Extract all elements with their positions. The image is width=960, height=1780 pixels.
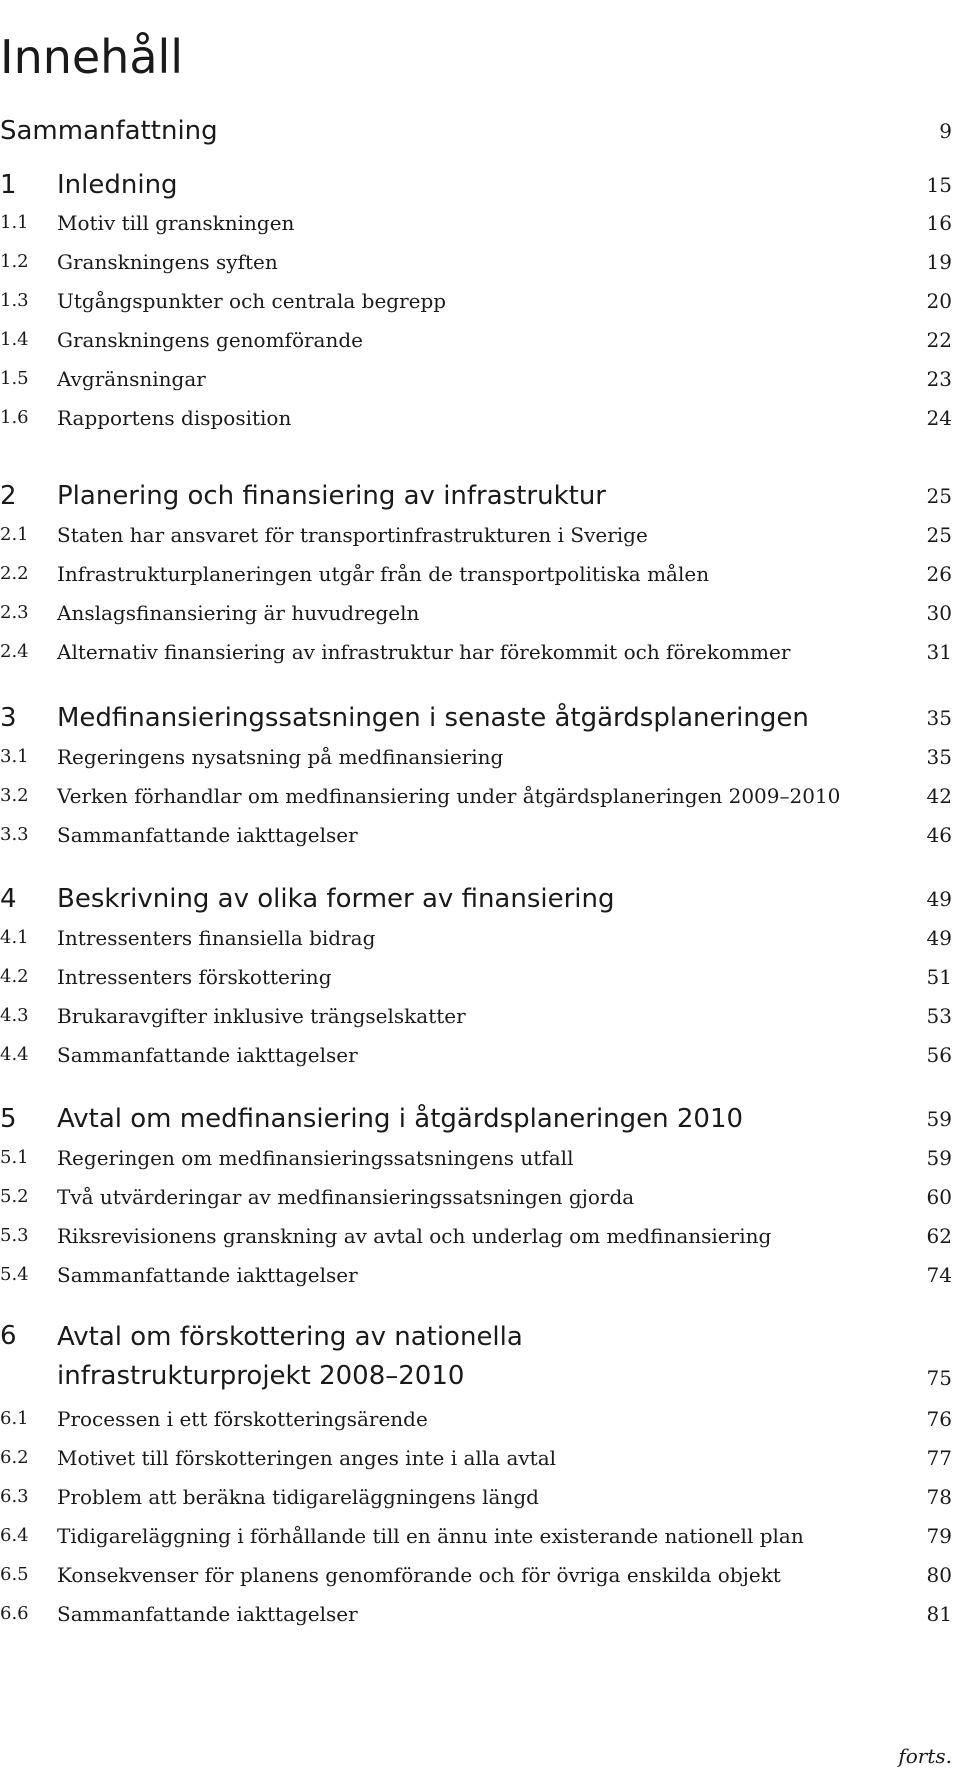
toc-entry-page: 46 xyxy=(926,823,952,847)
toc-entry-number: 5.3 xyxy=(0,1225,29,1246)
toc-entry-front[interactable] xyxy=(0,113,952,149)
toc-entry-page: 81 xyxy=(926,1602,952,1626)
toc-entry-page: 9 xyxy=(939,119,952,143)
toc-section-6-4[interactable] xyxy=(0,1521,952,1551)
toc-section-1-2[interactable] xyxy=(0,247,952,277)
toc-entry-number: 3.3 xyxy=(0,824,29,845)
toc-entry-number: 5.4 xyxy=(0,1264,29,1285)
toc-entry-page: 25 xyxy=(926,523,952,547)
toc-entry-label: Beskrivning av olika former av finansiering xyxy=(57,884,615,914)
toc-entry-number: 6.5 xyxy=(0,1564,29,1585)
toc-entry-page: 53 xyxy=(926,1004,952,1028)
toc-entry-page: 51 xyxy=(926,965,952,989)
toc-entry-page: 35 xyxy=(926,706,952,730)
toc-entry-label: Granskningens syften xyxy=(57,250,278,274)
toc-section-2-4[interactable] xyxy=(0,637,952,667)
toc-entry-page: 49 xyxy=(926,887,952,911)
toc-section-2-2[interactable] xyxy=(0,559,952,589)
toc-section-6-1[interactable] xyxy=(0,1404,952,1434)
toc-entry-number: 2 xyxy=(0,481,17,511)
toc-entry-page: 16 xyxy=(926,211,952,235)
toc-entry-label: Alternativ finansiering av infrastruktur har förekommit och förekommer xyxy=(57,640,791,664)
toc-chapter-3[interactable] xyxy=(0,700,952,736)
toc-entry-label: Processen i ett förskotteringsärende xyxy=(57,1407,428,1431)
toc-entry-page: 23 xyxy=(926,367,952,391)
toc-entry-number: 6.2 xyxy=(0,1447,29,1468)
toc-entry-label: Staten har ansvaret för transportinfrastrukturen i Sverige xyxy=(57,523,648,547)
toc-section-5-3[interactable] xyxy=(0,1221,952,1251)
toc-entry-label: Avtal om förskottering av nationella infrastrukturprojekt 2008–2010 xyxy=(57,1322,523,1391)
toc-chapter-6[interactable] xyxy=(0,1318,952,1396)
toc-entry-label: Intressenters förskottering xyxy=(57,965,332,989)
toc-entry-page: 24 xyxy=(926,406,952,430)
toc-entry-label: Sammanfattande iakttagelser xyxy=(57,1263,358,1287)
toc-section-1-1[interactable] xyxy=(0,208,952,238)
toc-entry-number: 4.3 xyxy=(0,1005,29,1026)
toc-section-5-1[interactable] xyxy=(0,1143,952,1173)
toc-entry-number: 2.1 xyxy=(0,524,29,545)
toc-entry-label: Motiv till granskningen xyxy=(57,211,295,235)
toc-section-4-4[interactable] xyxy=(0,1040,952,1070)
toc-entry-label: Tidigareläggning i förhållande till en ännu inte existerande nationell plan xyxy=(57,1524,804,1548)
toc-section-6-6[interactable] xyxy=(0,1599,952,1629)
toc-entry-number: 1.2 xyxy=(0,251,29,272)
toc-entry-label: Medfinansieringssatsningen i senaste åtgärdsplaneringen xyxy=(57,703,809,733)
toc-entry-page: 76 xyxy=(926,1407,952,1431)
toc-entry-label: Två utvärderingar av medfinansieringssatsningen gjorda xyxy=(57,1185,635,1209)
toc-entry-number: 3.1 xyxy=(0,746,29,767)
toc-chapter-1[interactable] xyxy=(0,167,952,203)
toc-entry-label: Regeringens nysatsning på medfinansiering xyxy=(57,745,504,769)
toc-entry-page: 78 xyxy=(926,1485,952,1509)
toc-entry-page: 42 xyxy=(926,784,952,808)
toc-entry-number: 2.4 xyxy=(0,641,29,662)
toc-entry-page: 26 xyxy=(926,562,952,586)
toc-chapter-5[interactable] xyxy=(0,1101,952,1137)
toc-section-5-4[interactable] xyxy=(0,1260,952,1290)
toc-entry-label: Verken förhandlar om medfinansiering under åtgärdsplaneringen 2009–2010 xyxy=(57,784,841,808)
toc-entry-page: 20 xyxy=(926,289,952,313)
toc-entry-page: 22 xyxy=(926,328,952,352)
toc-entry-number: 5.2 xyxy=(0,1186,29,1207)
toc-section-2-1[interactable] xyxy=(0,520,952,550)
toc-entry-label: Riksrevisionens granskning av avtal och underlag om medfinansiering xyxy=(57,1224,772,1248)
toc-section-4-1[interactable] xyxy=(0,923,952,953)
toc-section-6-2[interactable] xyxy=(0,1443,952,1473)
toc-entry-label: Problem att beräkna tidigareläggningens längd xyxy=(57,1485,539,1509)
toc-entry-page: 35 xyxy=(926,745,952,769)
toc-chapter-2[interactable] xyxy=(0,478,952,514)
toc-section-2-3[interactable] xyxy=(0,598,952,628)
toc-entry-label: Avgränsningar xyxy=(57,367,206,391)
toc-section-3-1[interactable] xyxy=(0,742,952,772)
toc-section-1-6[interactable] xyxy=(0,403,952,433)
toc-entry-page: 62 xyxy=(926,1224,952,1248)
page-title: Innehåll xyxy=(0,29,184,84)
toc-entry-number: 1.5 xyxy=(0,368,29,389)
toc-entry-number: 6.3 xyxy=(0,1486,29,1507)
toc-entry-page: 56 xyxy=(926,1043,952,1067)
toc-section-3-3[interactable] xyxy=(0,820,952,850)
toc-entry-label: Motivet till förskotteringen anges inte i alla avtal xyxy=(57,1446,557,1470)
toc-entry-number: 1.1 xyxy=(0,212,29,233)
toc-entry-page: 79 xyxy=(926,1524,952,1548)
toc-entry-page: 60 xyxy=(926,1185,952,1209)
toc-section-6-5[interactable] xyxy=(0,1560,952,1590)
toc-entry-number: 6.4 xyxy=(0,1525,29,1546)
toc-entry-label: Brukaravgifter inklusive trängselskatter xyxy=(57,1004,466,1028)
toc-entry-label: Konsekvenser för planens genomförande och för övriga enskilda objekt xyxy=(57,1563,781,1587)
toc-entry-number: 4.2 xyxy=(0,966,29,987)
toc-entry-label: Rapportens disposition xyxy=(57,406,292,430)
toc-entry-label: Sammanfattande iakttagelser xyxy=(57,1043,358,1067)
toc-section-1-5[interactable] xyxy=(0,364,952,394)
toc-entry-page: 49 xyxy=(926,926,952,950)
toc-entry-number: 1.3 xyxy=(0,290,29,311)
toc-chapter-4[interactable] xyxy=(0,881,952,917)
toc-entry-number: 2.3 xyxy=(0,602,29,623)
toc-entry-number: 1.4 xyxy=(0,329,29,350)
toc-entry-page: 19 xyxy=(926,250,952,274)
toc-entry-label: Sammanfattande iakttagelser xyxy=(57,1602,358,1626)
toc-entry-number: 1 xyxy=(0,170,17,200)
toc-section-1-3[interactable] xyxy=(0,286,952,316)
toc-entry-page: 30 xyxy=(926,601,952,625)
toc-entry-page: 25 xyxy=(926,484,952,508)
toc-entry-number: 5 xyxy=(0,1104,17,1134)
toc-section-1-4[interactable] xyxy=(0,325,952,355)
toc-entry-label: Sammanfattning xyxy=(0,116,218,146)
toc-entry-page: 59 xyxy=(926,1107,952,1131)
toc-entry-number: 4.4 xyxy=(0,1044,29,1065)
toc-entry-number: 6.6 xyxy=(0,1603,29,1624)
toc-section-5-2[interactable] xyxy=(0,1182,952,1212)
continued-note: forts. xyxy=(898,1744,952,1768)
toc-entry-page: 31 xyxy=(926,640,952,664)
toc-entry-label: Granskningens genomförande xyxy=(57,328,363,352)
toc-entry-label: Infrastrukturplaneringen utgår från de transportpolitiska målen xyxy=(57,562,710,586)
toc-entry-number: 2.2 xyxy=(0,563,29,584)
toc-entry-label: Avtal om medfinansiering i åtgärdsplaneringen 2010 xyxy=(57,1104,744,1134)
toc-entry-number: 6.1 xyxy=(0,1408,29,1429)
toc-entry-number: 4.1 xyxy=(0,927,29,948)
toc-entry-label: Utgångspunkter och centrala begrepp xyxy=(57,289,447,313)
toc-entry-number: 4 xyxy=(0,884,17,914)
toc-entry-label: Planering och finansiering av infrastruktur xyxy=(57,481,606,511)
toc-entry-label: Intressenters finansiella bidrag xyxy=(57,926,376,950)
toc-entry-number: 5.1 xyxy=(0,1147,29,1168)
toc-section-3-2[interactable] xyxy=(0,781,952,811)
toc-entry-page: 59 xyxy=(926,1146,952,1170)
toc-section-4-3[interactable] xyxy=(0,1001,952,1031)
toc-entry-page: 74 xyxy=(926,1263,952,1287)
toc-entry-label: Sammanfattande iakttagelser xyxy=(57,823,358,847)
toc-entry-number: 1.6 xyxy=(0,407,29,428)
toc-entry-number: 3.2 xyxy=(0,785,29,806)
toc-entry-label: Regeringen om medfinansieringssatsningens utfall xyxy=(57,1146,574,1170)
toc-entry-page: 75 xyxy=(926,1366,952,1390)
toc-entry-page: 77 xyxy=(926,1446,952,1470)
toc-section-6-3[interactable] xyxy=(0,1482,952,1512)
toc-entry-label: Inledning xyxy=(57,170,178,200)
toc-entry-page: 80 xyxy=(926,1563,952,1587)
toc-entry-page: 15 xyxy=(926,173,952,197)
toc-section-4-2[interactable] xyxy=(0,962,952,992)
toc-entry-number: 3 xyxy=(0,703,17,733)
toc-entry-label: Anslagsfinansiering är huvudregeln xyxy=(57,601,420,625)
toc-entry-number: 6 xyxy=(0,1321,17,1351)
